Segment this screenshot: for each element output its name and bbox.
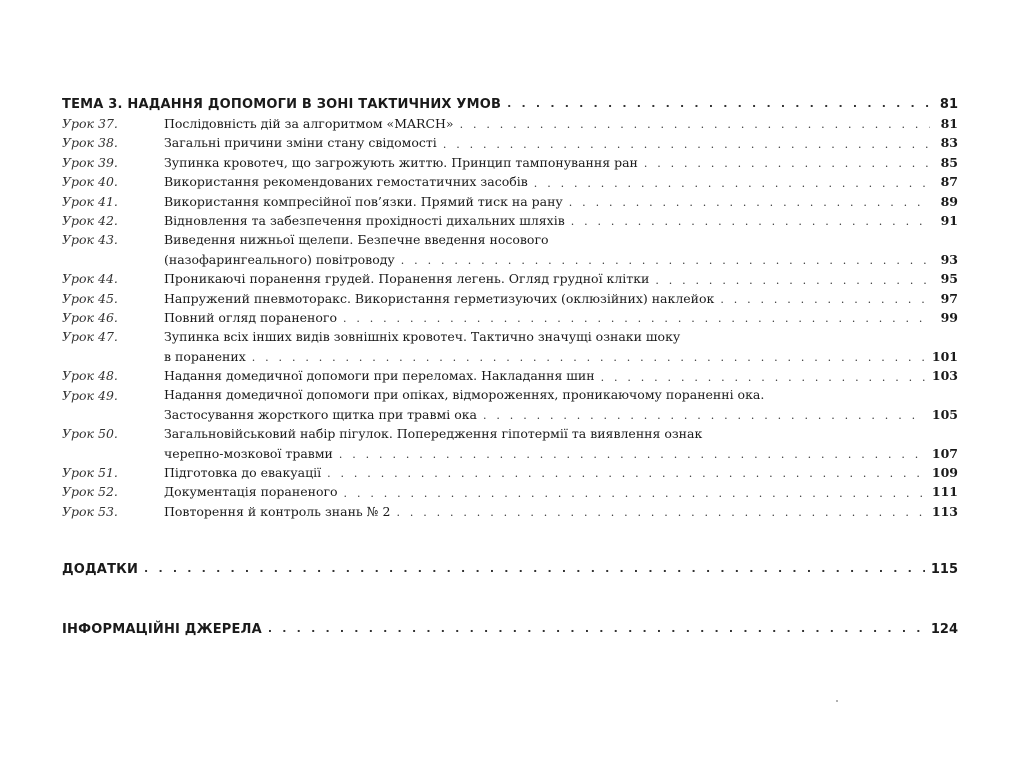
lesson-number: Урок 46. (62, 309, 118, 325)
lesson-number: Урок 40. (62, 174, 118, 190)
toc-entry (62, 424, 958, 463)
entry-text (164, 230, 958, 269)
section-title: ІНФОРМАЦІЙНІ ДЖЕРЕЛА (62, 622, 262, 638)
entry-title-line: Відновлення та забезпечення прохідності дихальних шляхів (164, 212, 565, 228)
entry-title-line: Використання компресійної пов’язки. Прямий тиск на рану (164, 193, 563, 209)
entry-title-line: Проникаючі поранення грудей. Поранення легень. Огляд грудної клітки (164, 271, 650, 287)
entry-title-line: Використання рекомендованих гемостатичних засобів (164, 174, 528, 190)
dot-leader (507, 95, 930, 112)
section-appendices (62, 553, 958, 577)
entry-title-line: Зупинка кровотеч, що загрожують життю. Принцип тампонування ран (164, 154, 638, 170)
lesson-number: Урок 52. (62, 484, 118, 500)
table-of-contents (62, 88, 958, 637)
dot-leader (601, 369, 926, 386)
page-number: 91 (940, 212, 958, 228)
entry-last-line (164, 444, 958, 463)
entry-last-line (164, 172, 958, 191)
entry-last-line (164, 269, 958, 288)
page-number: 109 (931, 465, 958, 481)
page-number: 89 (940, 193, 958, 209)
entry-last-line (164, 211, 958, 230)
toc-entry (62, 463, 958, 482)
dot-leader (268, 620, 925, 637)
entry-title-line: Надання домедичної допомоги при опіках, відмороженнях, проникаючому пораненні ока. (164, 387, 765, 403)
entry-last-line (164, 250, 958, 269)
entry-text (164, 114, 958, 133)
lesson-number: Урок 42. (62, 212, 118, 228)
entry-last-line (164, 482, 958, 501)
page-number: 95 (940, 271, 958, 287)
toc-entry (62, 172, 958, 191)
toc-entry (62, 153, 958, 172)
entry-title-line: в поранених (164, 348, 246, 364)
lesson-number: Урок 51. (62, 465, 118, 481)
entry-text (164, 211, 958, 230)
entry-title-line: Застосування жорсткого щитка при травмі ока (164, 406, 478, 422)
entry-title-line: Загальновійськовий набір пігулок. Попередження гіпотермії та виявлення ознак (164, 426, 703, 442)
section-sources (62, 613, 958, 637)
page-number: 101 (931, 348, 958, 364)
toc-entry (62, 327, 958, 366)
entry-last-line (164, 405, 958, 424)
entry-title-line: Документація пораненого (164, 484, 338, 500)
toc-entry (62, 502, 958, 521)
section-page-number: 115 (930, 562, 958, 578)
entry-title-line: Повний огляд пораненого (164, 309, 337, 325)
dot-leader (343, 310, 930, 327)
page-number: 93 (940, 251, 958, 267)
page-number: 97 (940, 290, 958, 306)
entry-text (164, 463, 958, 482)
entry-text (164, 327, 958, 366)
dot-leader (655, 272, 930, 289)
entry-title-line: Послідовність дій за алгоритмом «MARCH» (164, 115, 454, 131)
entry-text (164, 192, 958, 211)
lesson-number: Урок 49. (62, 387, 118, 403)
lesson-number: Урок 53. (62, 503, 118, 519)
entry-text (164, 153, 958, 172)
toc-entry (62, 230, 958, 269)
dot-leader (571, 213, 930, 230)
entry-text (164, 133, 958, 152)
entry-text (164, 424, 958, 463)
toc-entry (62, 192, 958, 211)
entry-last-line (164, 192, 958, 211)
dot-leader (252, 349, 926, 366)
page-number: 87 (940, 174, 958, 190)
entry-last-line (164, 114, 958, 133)
topic-heading (62, 88, 958, 112)
entry-text (164, 308, 958, 327)
entry-title-line: Напружений пневмоторакс. Використання герметизуючих (оклюзійних) наклейок (164, 290, 715, 306)
lesson-number: Урок 50. (62, 426, 118, 442)
page-number: 111 (931, 484, 958, 500)
dot-leader (144, 560, 925, 577)
lesson-number: Урок 43. (62, 232, 118, 248)
page-number: 105 (931, 406, 958, 422)
toc-entry (62, 482, 958, 501)
entry-text (164, 385, 958, 424)
lesson-number: Урок 39. (62, 154, 118, 170)
entry-text (164, 502, 958, 521)
dot-leader (720, 291, 930, 308)
lesson-number: Урок 47. (62, 329, 118, 345)
scan-speck (836, 700, 838, 702)
entry-last-line (164, 502, 958, 521)
entry-text (164, 172, 958, 191)
lesson-number: Урок 48. (62, 368, 118, 384)
page-number: 113 (931, 503, 958, 519)
page-number: 107 (931, 445, 958, 461)
entry-title-line: Загальні причини зміни стану свідомості (164, 135, 437, 151)
toc-entry (62, 133, 958, 152)
entry-last-line (164, 153, 958, 172)
topic-page-number: 81 (939, 97, 958, 112)
toc-entry (62, 308, 958, 327)
page-number: 83 (940, 135, 958, 151)
lesson-number: Урок 41. (62, 193, 118, 209)
entry-text (164, 482, 958, 501)
entry-title-line: Виведення нижньої щелепи. Безпечне введення носового (164, 232, 549, 248)
dot-leader (401, 252, 930, 269)
dot-leader (344, 485, 926, 502)
entry-title-line: черепно-мозкової травми (164, 445, 333, 461)
dot-leader (644, 155, 930, 172)
entry-last-line (164, 463, 958, 482)
lesson-number: Урок 38. (62, 135, 118, 151)
toc-entry (62, 289, 958, 308)
dot-leader (460, 116, 930, 133)
lesson-number: Урок 37. (62, 116, 118, 131)
entry-text (164, 289, 958, 308)
toc-entry (62, 269, 958, 288)
dot-leader (534, 175, 930, 192)
entry-title-line: Зупинка всіх інших видів зовнішніх кровотеч. Тактично значущі ознаки шоку (164, 329, 681, 345)
entry-text (164, 366, 958, 385)
entry-last-line (164, 308, 958, 327)
lesson-number: Урок 44. (62, 271, 118, 287)
dot-leader (396, 504, 925, 521)
entry-title-line: Підготовка до евакуації (164, 465, 322, 481)
toc-entry (62, 366, 958, 385)
page-number: 103 (931, 368, 958, 384)
dot-leader (339, 446, 926, 463)
toc-entry (62, 114, 958, 133)
entry-last-line (164, 289, 958, 308)
dot-leader (327, 465, 926, 482)
lesson-list (62, 114, 958, 521)
entry-last-line (164, 347, 958, 366)
page-number: 85 (940, 154, 958, 170)
page-number: 99 (940, 309, 958, 325)
section-page-number: 124 (930, 622, 958, 638)
dot-leader (569, 194, 930, 211)
section-title: ДОДАТКИ (62, 562, 139, 578)
entry-last-line (164, 133, 958, 152)
entry-title-line: Повторення й контроль знань № 2 (164, 503, 391, 519)
entry-title-line: Надання домедичної допомоги при переломах. Накладання шин (164, 368, 595, 384)
entry-last-line (164, 366, 958, 385)
dot-leader (483, 407, 926, 424)
dot-leader (443, 136, 930, 153)
page-number: 81 (940, 115, 958, 131)
entry-text (164, 269, 958, 288)
toc-entry (62, 386, 958, 425)
toc-entry (62, 211, 958, 230)
entry-title-line: (назофарингеального) повітроводу (164, 251, 395, 267)
lesson-number: Урок 45. (62, 290, 118, 306)
topic-title: ТЕМА 3. НАДАННЯ ДОПОМОГИ В ЗОНІ ТАКТИЧНИХ УМОВ (62, 97, 502, 112)
